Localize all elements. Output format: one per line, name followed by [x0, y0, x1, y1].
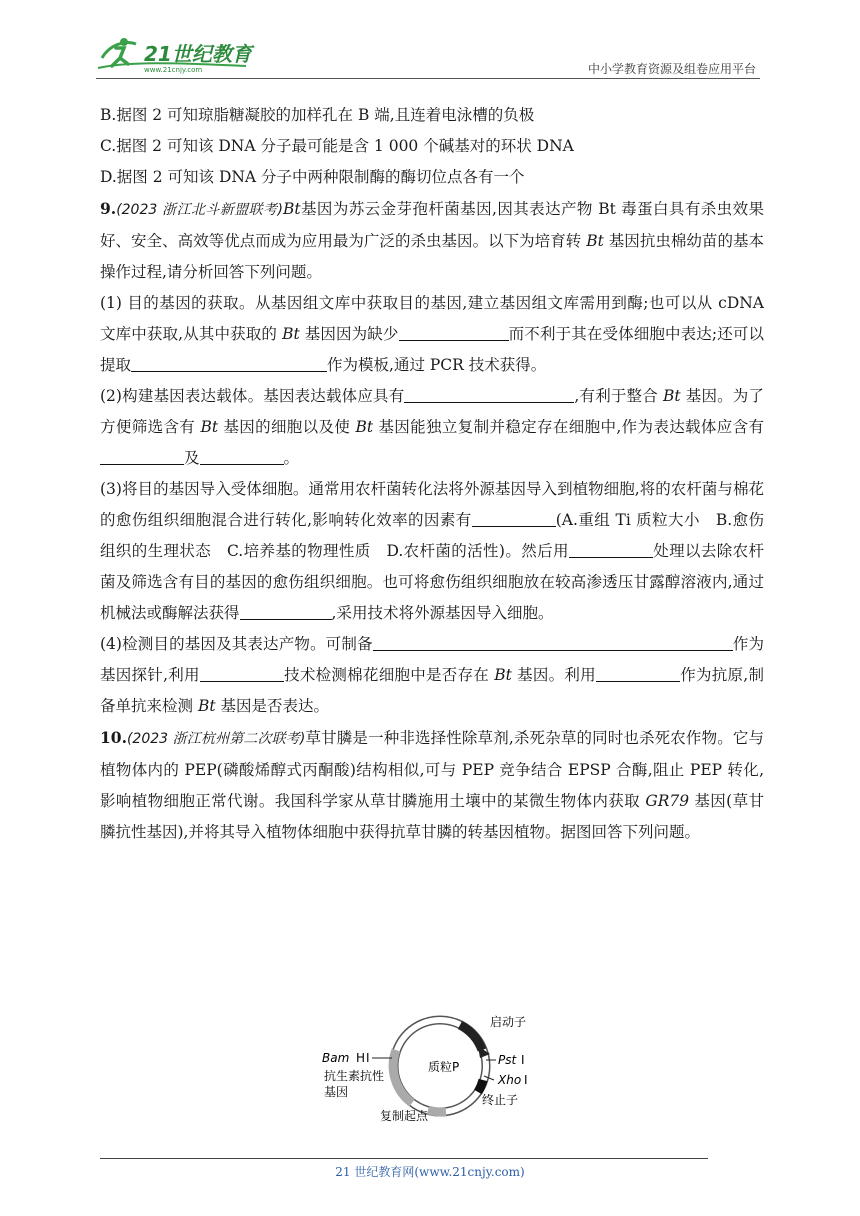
- q9-p1-text-d: 作为模板,通过 PCR 技术获得。: [327, 356, 547, 374]
- option-c: C.据图 2 可知该 DNA 分子最可能是含 1 000 个碱基对的环状 DNA: [100, 137, 574, 155]
- bt-term: Bt: [663, 387, 681, 405]
- q9-p2-text-a: (2)构建基因表达载体。基因表达载体应具有: [100, 387, 405, 405]
- option-b: B.据图 2 可知琼脂糖凝胶的加样孔在 B 端,且连着电泳槽的负极: [100, 106, 535, 124]
- bt-term: Bt: [494, 666, 512, 684]
- q9-p4-text-a: (4)检测目的基因及其表达产物。可制备: [100, 635, 373, 653]
- xho-roman: I: [524, 1073, 528, 1087]
- q9-p2-text-b: ,有利于整合: [574, 387, 664, 405]
- q10-text-b: 基因(草甘膦抗性基因),并将其导入植物体细胞中获得抗草甘膦的转基因植物。据图回答下列问题。: [100, 792, 764, 841]
- bt-term: Bt: [197, 697, 216, 715]
- answer-blank[interactable]: [240, 603, 332, 620]
- q9-p4-text-c: 技术检测棉花细胞中是否存在: [283, 666, 495, 684]
- q9-p1-text-a: (1) 目的基因的获取。从基因组文库中获取目的基因,建立基因组文库需用到酶;也可以从 cDNA 文库中获取,从其中获取的: [100, 294, 764, 343]
- answer-blank[interactable]: [404, 386, 574, 403]
- footer-divider: [100, 1158, 708, 1159]
- q9-p3-text-d: ,采用技术将外源基因导入细胞。: [331, 604, 554, 622]
- logo-text: 21世纪教育: [144, 42, 252, 66]
- q9-p4-text-e: 作为抗原,制备单抗来检测: [100, 666, 764, 715]
- bt-term: Bt: [282, 200, 301, 218]
- origin-label: 复制起点: [380, 1109, 429, 1122]
- bam-h-label: H: [356, 1051, 366, 1065]
- terminator-label: 终止子: [482, 1093, 519, 1107]
- bt-term: Bt: [282, 325, 300, 343]
- answer-blank[interactable]: [100, 448, 184, 465]
- terminator-segment: [478, 1080, 483, 1092]
- gr79-term: GR79: [645, 792, 690, 810]
- question-10-intro: [100, 722, 764, 848]
- answer-blank[interactable]: [596, 665, 680, 682]
- question-9-part-2: [100, 381, 764, 474]
- pst-label: Pst: [498, 1053, 517, 1067]
- q9-p4-text-b: 作为基因探针,利用: [100, 635, 764, 684]
- q9-p2-text-e: 基因能独立复制并稳定存在细胞中,作为表达载体应含有: [373, 418, 764, 436]
- question-9-part-1: [100, 288, 764, 381]
- question-10-source: (2023 浙江杭州第二次联考): [126, 731, 306, 747]
- q9-p1-text-c: 而不利于其在受体细胞中表达;还可以提取: [100, 325, 764, 374]
- answer-blank[interactable]: [569, 541, 653, 558]
- answer-blank[interactable]: [472, 510, 556, 527]
- page-footer: 21 世纪教育网(www.21cnjy.com): [335, 1165, 525, 1179]
- answer-blank[interactable]: [200, 665, 284, 682]
- answer-blank[interactable]: [200, 448, 284, 465]
- promoter-segment: [460, 1025, 482, 1050]
- q9-p2-text-g: 。: [283, 449, 300, 467]
- question-content: [100, 100, 764, 848]
- q9-p2-text-d: 基因的细胞以及使: [218, 418, 356, 436]
- bam-label: Bam: [322, 1051, 350, 1065]
- bam-roman: I: [366, 1051, 370, 1065]
- plasmid-label: 质粒P: [428, 1060, 460, 1074]
- question-9-number: 9.: [100, 199, 117, 218]
- bt-term: Bt: [586, 232, 604, 250]
- resistance-label-line2: 基因: [324, 1085, 349, 1099]
- q9-p4-text-f: 基因是否表达。: [215, 697, 329, 715]
- origin-segment: [428, 1110, 446, 1112]
- answer-blank[interactable]: [131, 355, 327, 372]
- pst-roman: I: [521, 1053, 525, 1067]
- q9-p2-text-f: 及: [184, 449, 200, 467]
- q9-p3-text-b: (A.重组 Ti 质粒大小 B.愈伤组织的生理状态 C.培养基的物理性质 D.农杆菌的活性)。然后用: [100, 511, 764, 560]
- bt-term: Bt: [355, 418, 374, 436]
- xho-label: Xho: [498, 1073, 522, 1087]
- q9-p3-text-a: (3)将目的基因导入受体细胞。通常用农杆菌转化法将外源基因导入到植物细胞,将的农杆菌与棉花的愈伤组织细胞混合进行转化,影响转化效率的因素有: [100, 480, 764, 529]
- plasmid-diagram: [320, 1010, 560, 1122]
- question-10-number: 10.: [100, 728, 127, 747]
- bt-term: Bt: [200, 418, 219, 436]
- logo-url: www.21cnjy.com: [144, 66, 203, 74]
- q9-p4-text-d: 基因。利用: [511, 666, 596, 684]
- question-9-part-4: [100, 629, 764, 722]
- page-header: [96, 30, 760, 78]
- option-d: D.据图 2 可知该 DNA 分子中两种限制酶的酶切位点各有一个: [100, 168, 525, 186]
- header-divider: [96, 78, 760, 79]
- site-logo: [96, 34, 266, 74]
- question-9-part-3: [100, 474, 764, 629]
- header-platform-text: 中小学教育资源及组卷应用平台: [587, 62, 756, 76]
- q9-p3-text-c: 处理以去除农杆菌及筛选含有目的基因的愈伤组织细胞。也可将愈伤组织细胞放在较高渗透压甘露醇溶液内,通过机械法或酶解法获得: [100, 542, 764, 622]
- answer-blank[interactable]: [373, 634, 733, 651]
- q10-text-a: 草甘膦是一种非选择性除草剂,杀死杂草的同时也杀死农作物。它与植物体内的 PEP(磷酸烯醇式丙酮酸)结构相似,可与 PEP 竞争结合 EPSP 合酶,阻止 PEP 转化,影响植物细胞正常代谢。我国科学家从草甘膦施用土壤中的某微生物体内获取: [100, 729, 764, 810]
- q9-intro-text-b: 基因抗虫棉幼苗的基本操作过程,请分析回答下列问题。: [100, 232, 764, 281]
- question-9-intro: [100, 193, 764, 288]
- promoter-label: 启动子: [490, 1015, 527, 1029]
- q9-p1-text-b: 基因因为缺少: [299, 325, 399, 343]
- resistance-gene-segment: [393, 1050, 412, 1103]
- q9-intro-text-a: 基因为苏云金芽孢杆菌基因,因其表达产物 Bt 毒蛋白具有杀虫效果好、安全、高效等优点而成为应用最为广泛的杀虫基因。以下为培育转: [100, 200, 764, 250]
- answer-blank[interactable]: [399, 324, 509, 341]
- q9-p2-text-c: 基因。为了方便筛选含有: [100, 387, 764, 436]
- resistance-label-line1: 抗生素抗性: [324, 1069, 385, 1083]
- question-9-source: (2023 浙江北斗新盟联考): [116, 202, 283, 218]
